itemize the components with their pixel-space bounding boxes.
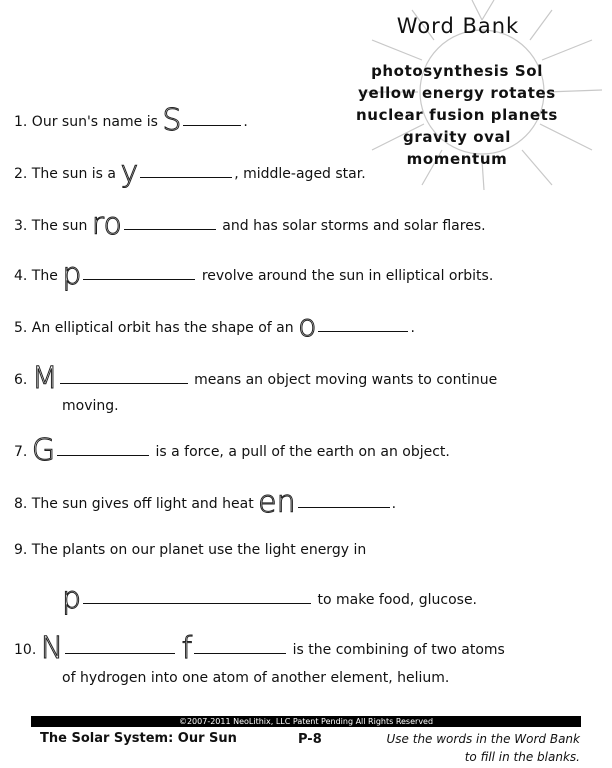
word-bank-list [352, 60, 562, 170]
instruction-line: Use the words in the Word Bank [386, 732, 580, 746]
question-5 [14, 309, 415, 344]
trace-letter: ro [91, 207, 122, 242]
question-6-continued: moving. [62, 398, 119, 414]
answer-blank-1[interactable] [183, 124, 241, 126]
question-8 [14, 485, 397, 520]
trace-letter: S [162, 103, 182, 138]
question-text: . [391, 496, 397, 512]
question-text: 5. An elliptical orbit has the shape of an [14, 320, 294, 336]
question-10-continued: of hydrogen into one atom of another element, helium. [62, 670, 450, 686]
answer-blank-4[interactable] [83, 278, 195, 280]
answer-blank-9[interactable] [83, 602, 311, 604]
answer-blank-5[interactable] [318, 330, 408, 332]
word-bank-line: nuclear fusion planets [356, 106, 558, 124]
question-2 [14, 155, 366, 190]
question-9-continued [62, 581, 478, 616]
question-4 [14, 257, 494, 292]
instructions [370, 730, 580, 766]
copyright-bar: ©2007-2011 NeoLithix, LLC Patent Pending All Rights Reserved [31, 716, 581, 727]
question-10 [14, 631, 505, 666]
question-text: and has solar storms and solar flares. [222, 218, 486, 234]
question-text: . [410, 320, 415, 336]
question-6 [14, 361, 498, 396]
question-text: 7. [14, 444, 28, 460]
question-7 [14, 433, 450, 468]
question-text: revolve around the sun in elliptical orbits. [201, 268, 494, 284]
question-text: 6. [14, 372, 28, 388]
word-bank-line: photosynthesis Sol [371, 62, 543, 80]
question-text: , middle-aged star. [234, 166, 366, 182]
answer-blank-10a[interactable] [65, 652, 175, 654]
word-bank-title: Word Bank [396, 14, 520, 38]
answer-blank-7[interactable] [57, 454, 149, 456]
question-text: 1. Our sun's name is [14, 114, 158, 130]
word-bank-line: gravity oval [403, 128, 511, 146]
trace-letter: f [181, 631, 193, 666]
instruction-line: to fill in the blanks. [464, 750, 580, 764]
trace-letter: o [298, 309, 317, 344]
question-3 [14, 207, 486, 242]
question-text: means an object moving wants to continue [194, 372, 498, 388]
question-text: is a force, a pull of the earth on an object. [155, 444, 450, 460]
question-text: 9. The plants on our planet use the light energy in [14, 542, 367, 558]
question-9 [14, 542, 366, 558]
trace-letter: y [120, 155, 139, 190]
question-text: 3. The sun [14, 218, 88, 234]
question-text: is the combining of two atoms [292, 642, 505, 658]
trace-letter: en [258, 485, 296, 520]
question-1 [14, 103, 248, 138]
trace-letter: G [31, 433, 56, 468]
trace-letter: p [62, 257, 82, 292]
question-text: 4. The [14, 268, 58, 284]
trace-letter: p [62, 581, 82, 616]
question-text: to make food, glucose. [317, 592, 478, 608]
answer-blank-8[interactable] [298, 506, 390, 508]
answer-blank-3[interactable] [124, 228, 216, 230]
answer-blank-2[interactable] [140, 176, 232, 178]
word-bank-line: momentum [406, 150, 508, 168]
trace-letter: M [31, 361, 58, 396]
question-text: 10. [14, 642, 37, 658]
answer-blank-6[interactable] [60, 382, 188, 384]
page-number: P-8 [298, 732, 322, 747]
word-bank-line: yellow energy rotates [358, 84, 556, 102]
trace-letter: N [40, 631, 64, 666]
worksheet-title: The Solar System: Our Sun [40, 731, 237, 746]
answer-blank-10b[interactable] [194, 652, 286, 654]
question-text: 8. The sun gives off light and heat [14, 496, 254, 512]
question-text: . [243, 114, 248, 130]
question-text: 2. The sun is a [14, 166, 116, 182]
